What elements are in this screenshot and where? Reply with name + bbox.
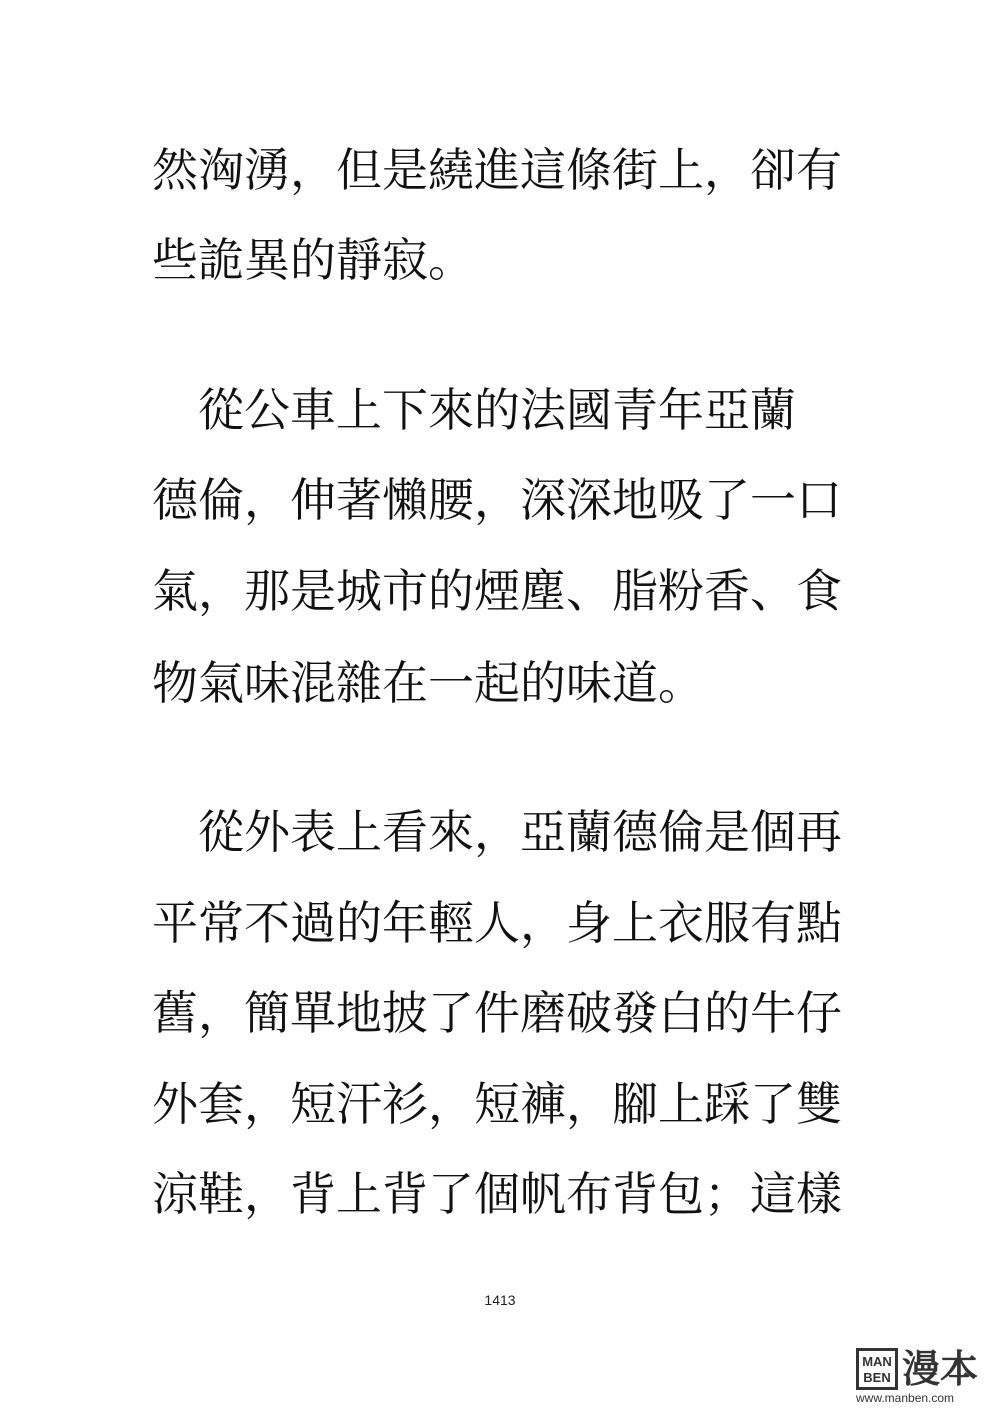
watermark-logo-top: MAN [862,1354,892,1369]
text-line: 些詭異的靜寂。 [152,233,474,287]
watermark-logo-icon [856,1348,898,1390]
watermark [852,1344,992,1406]
text-line: 從外表上看來，亞蘭德倫是個再 [198,805,842,859]
watermark-title: 漫本 [902,1347,979,1391]
text-line: 氣，那是城市的煙塵、脂粉香、食 [152,564,842,618]
text-line: 德倫，伸著懶腰，深深地吸了一口 [152,473,842,527]
text-line: 平常不過的年輕人，身上衣服有點 [152,896,842,950]
text-line: 外套，短汗衫，短褲，腳上踩了雙 [152,1077,842,1131]
page-number: 1413 [484,1292,516,1308]
text-line: 涼鞋，背上背了個帆布背包；這樣 [152,1167,842,1221]
text-line: 然洶湧，但是繞進這條街上，卻有 [152,143,842,197]
text-line: 物氣味混雜在一起的味道。 [152,656,704,710]
text-line: 從公車上下來的法國青年亞蘭 [198,383,796,437]
watermark-logo-bottom: BEN [863,1370,891,1385]
watermark-url: www.manben.com [856,1391,955,1405]
text-line: 舊，簡單地披了件磨破發白的牛仔 [152,986,842,1040]
